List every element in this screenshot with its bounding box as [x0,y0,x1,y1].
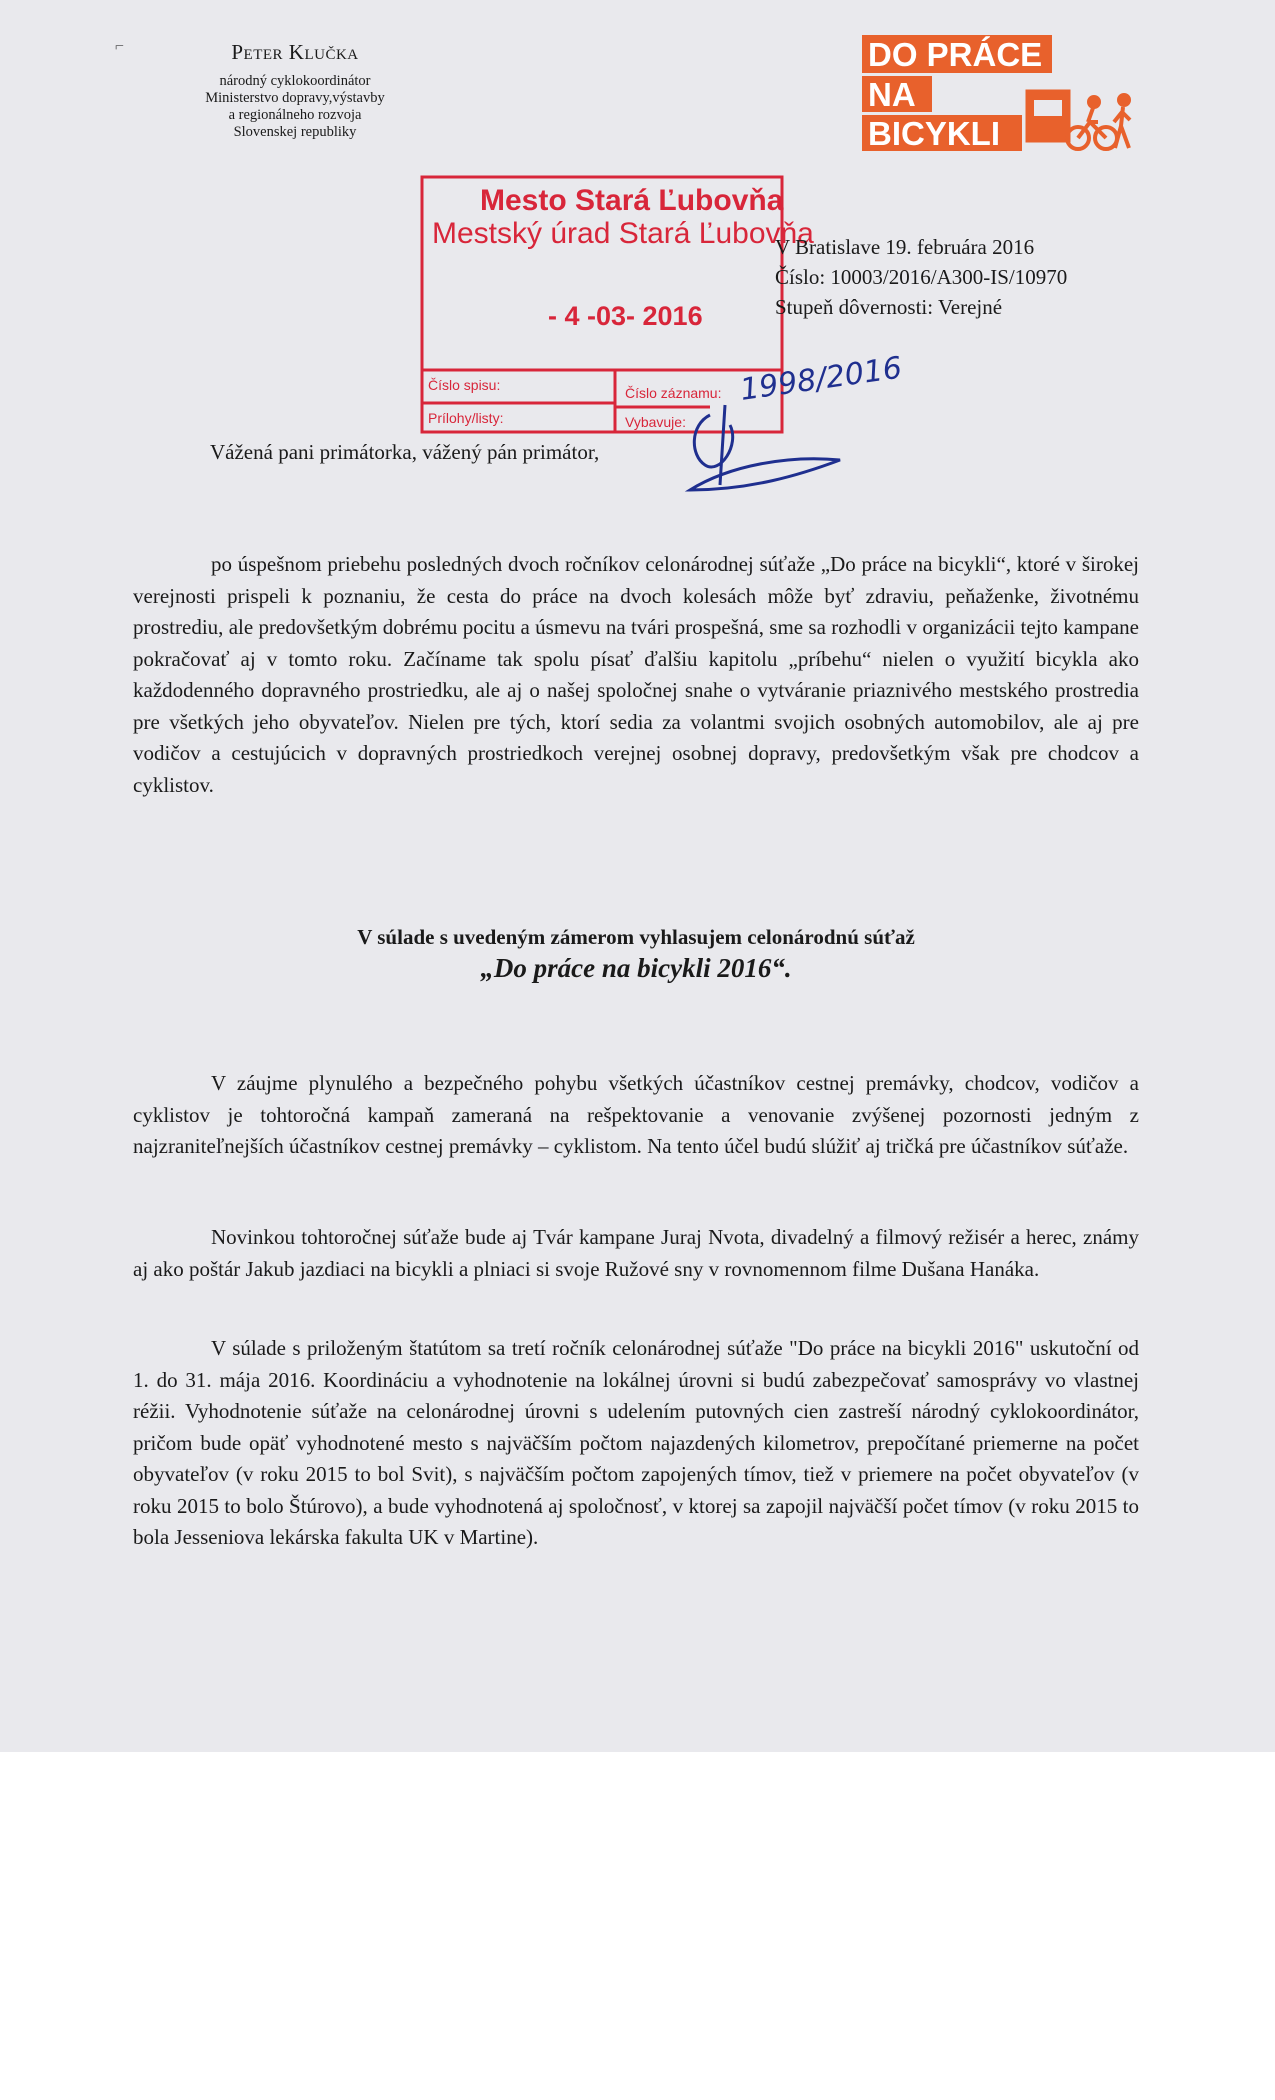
svg-text:Mestský úrad Stará Ľubovňa: Mestský úrad Stará Ľubovňa [432,217,814,250]
pedestrian-icon [1114,95,1130,148]
salutation: Vážená pani primátorka, vážený pán primátor, [210,440,600,464]
svg-text:Číslo spisu:: Číslo spisu: [428,377,501,393]
reference-block [775,232,1067,322]
reference-number: Číslo: 10003/2016/A300-IS/10970 [775,265,1068,289]
svg-text:Vybavuje:: Vybavuje: [625,414,686,430]
svg-text:Mesto Stará Ľubovňa: Mesto Stará Ľubovňa [480,184,784,217]
announcement: V súlade s uvedeným zámerom vyhlasujem celonárodnú súťaž [357,925,915,949]
do-prace-na-bicykli-logo [862,30,1132,155]
contest-title: „Do práce na bicykli 2016“. [480,953,792,983]
paragraph-rules: V súlade s priloženým štatútom sa tretí ročník celonárodnej súťaže "Do práce na bicykli 2016" uskutoční od 1. do 31. mája 2016. Koordináciu a vyhodnotenie na lokálnej úrovni si budú zabezpečovať samosprávy vo vlastnej réžii. Vyhodnotenie súťaže na celonárodnej úrovni s udelením putovných cien zastreší národný cyklokoordinátor, pričom bude opäť vyhodnotené mesto s najväčším počtom najazdených kilometrov, prepočítané priemerne na počet obyvateľov (v roku 2015 to bol Svit), s najväčším počtom zapojených tímov, tiež v priemere na počet obyvateľov (v roku 2015 to bolo Štúrovo), a bude vyhodnotená aj spoločnosť, v ktorej sa zapojil najväčší počet tímov (v roku 2015 to bola Jesseniova lekárska fakulta UK v Martine). [133,1336,1139,1549]
svg-text:1998/2016: 1998/2016 [738,350,905,408]
sender-ministry: Ministerstvo dopravy,výstavby [205,90,385,106]
place-date: V Bratislave 19. februára 2016 [775,235,1035,259]
bus-icon [1028,92,1068,140]
sender-title: národný cyklokoordinátor [219,73,371,89]
svg-text:NA: NA [868,76,916,113]
sender-country: Slovenskej republiky [233,124,357,140]
svg-text:DO PRÁCE: DO PRÁCE [868,36,1043,73]
paragraph-campaign-face: Novinkou tohtoročnej súťaže bude aj Tvár kampane Juraj Nvota, divadelný a filmový režisér a herec, známy aj ako poštár Jakub jazdiaci na bicykli a plniaci si svoje Ružové sny v rovnomennom filme Dušana Hanáka. [133,1225,1139,1281]
svg-text:BICYKLI: BICYKLI [868,115,1000,152]
paragraph-safety: V záujme plynulého a bezpečného pohybu všetkých účastníkov cestnej premávky, chodcov, vodičov a cyklistov je tohtoročná kampaň zameraná na rešpektovanie a venovanie zvýšenej pozornosti jedným z najzraniteľnejších účastníkov cestnej premávky – cyklistom. Na tento účel budú slúžiť aj tričká pre účastníkov súťaže. [133,1071,1139,1158]
svg-text:Prílohy/listy:: Prílohy/listy: [428,410,504,426]
paragraph-intro: po úspešnom priebehu posledných dvoch ročníkov celonárodnej súťaže „Do práce na bicykli“, ktoré v širokej verejnosti prispeli k poznaniu, že cesta do práce na dvoch kolesách môže byť zdraviu, peňaženke, životnému prostrediu, ale predovšetkým dobrému pocitu a úsmevu na tvári prospešná, sme sa rozhodli v organizácii tejto kampane pokračovať aj v tomto roku. Začíname tak spolu písať ďalšiu kapitolu „príbehu“ nielen o využití bicykla ako každodenného dopravného prostriedku, ale aj o našej spoločnej snahe o vytváranie priaznivého mestského prostredia pre všetkých jeho obyvateľov. Nielen pre tých, ktorí sedia za volantmi svojich osobných automobilov, ale aj pre vodičov a cestujúcich v dopravných prostriedkoch verejnej osobnej dopravy, predovšetkým však pre chodcov a cyklistov. [133,552,1139,797]
sender-block [150,40,440,141]
corner-mark: ⌐ [115,38,125,55]
svg-text:- 4 -03- 2016: - 4 -03- 2016 [548,301,703,331]
cyclist-icon [1067,97,1117,149]
confidentiality-level: Stupeň dôvernosti: Verejné [775,295,1003,319]
signature [650,395,850,505]
svg-text:Číslo záznamu:: Číslo záznamu: [625,385,722,401]
sender-ministry-2: a regionálneho rozvoja [228,107,362,123]
sender-name: Peter Klučka [231,40,359,64]
